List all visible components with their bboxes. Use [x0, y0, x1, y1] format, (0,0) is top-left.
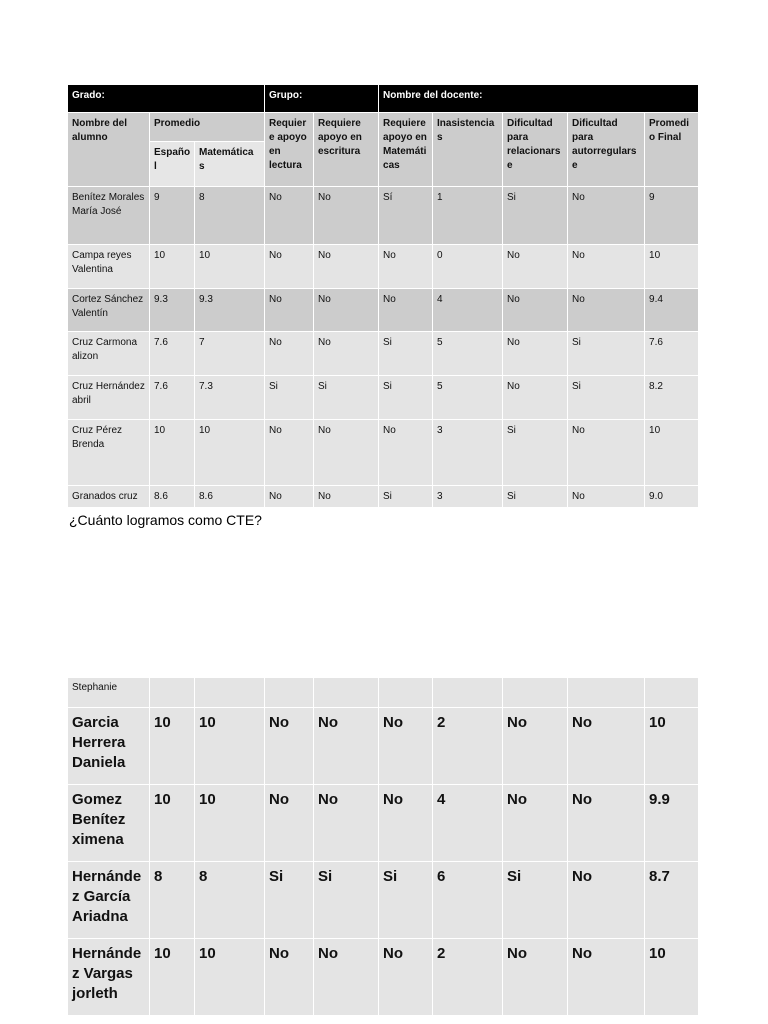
final-average: 10 — [645, 245, 699, 289]
final-average: 10 — [645, 708, 699, 785]
autorregularse-difficulty: Si — [568, 376, 645, 420]
empty-cell — [645, 678, 699, 708]
lectura-support: No — [265, 187, 314, 245]
student-table — [67, 84, 699, 508]
col-escritura: Requiere apoyo en escritura — [314, 113, 379, 187]
lectura-support: No — [265, 289, 314, 332]
table-row — [68, 332, 699, 376]
grupo-label: Grupo: — [265, 85, 379, 113]
final-average: 7.6 — [645, 332, 699, 376]
table-row — [68, 245, 699, 289]
matematicas-grade: 10 — [195, 420, 265, 486]
absences: 5 — [433, 376, 503, 420]
autorregularse-difficulty: No — [568, 486, 645, 508]
escritura-support: No — [314, 420, 379, 486]
empty-cell — [265, 678, 314, 708]
escritura-support: No — [314, 187, 379, 245]
absences: 1 — [433, 187, 503, 245]
matematicas-support: Si — [379, 376, 433, 420]
absences: 5 — [433, 332, 503, 376]
espanol-grade: 7.6 — [150, 332, 195, 376]
espanol-grade: 7.6 — [150, 376, 195, 420]
absences: 0 — [433, 245, 503, 289]
table-row — [68, 862, 699, 939]
final-average: 8.7 — [645, 862, 699, 939]
espanol-grade: 9.3 — [150, 289, 195, 332]
autorregularse-difficulty: No — [568, 785, 645, 862]
matematicas-support: No — [379, 289, 433, 332]
absences: 6 — [433, 862, 503, 939]
col-lectura: Requier e apoyo en lectura — [265, 113, 314, 187]
empty-cell — [433, 678, 503, 708]
final-average: 9 — [645, 187, 699, 245]
matematicas-support: Si — [379, 332, 433, 376]
empty-cell — [379, 678, 433, 708]
escritura-support: No — [314, 245, 379, 289]
escritura-support: No — [314, 486, 379, 508]
empty-cell — [503, 678, 568, 708]
empty-cell — [195, 678, 265, 708]
matematicas-grade: 8 — [195, 862, 265, 939]
final-average: 9.4 — [645, 289, 699, 332]
matematicas-grade: 10 — [195, 245, 265, 289]
grado-label: Grado: — [68, 85, 265, 113]
relacionarse-difficulty: No — [503, 785, 568, 862]
matematicas-grade: 7.3 — [195, 376, 265, 420]
empty-cell — [314, 678, 379, 708]
escritura-support: No — [314, 939, 379, 1016]
col-espanol: Españo l — [150, 142, 195, 187]
table-row — [68, 420, 699, 486]
lectura-support: No — [265, 332, 314, 376]
table-row — [68, 939, 699, 1016]
relacionarse-difficulty: No — [503, 708, 568, 785]
autorregularse-difficulty: No — [568, 939, 645, 1016]
absences: 3 — [433, 486, 503, 508]
escritura-support: Si — [314, 376, 379, 420]
relacionarse-difficulty: No — [503, 245, 568, 289]
docente-label: Nombre del docente: — [379, 85, 699, 113]
absences: 2 — [433, 939, 503, 1016]
matematicas-grade: 8 — [195, 187, 265, 245]
student-name: Hernánde z García Ariadna — [68, 862, 150, 939]
espanol-grade: 10 — [150, 785, 195, 862]
matematicas-grade: 7 — [195, 332, 265, 376]
autorregularse-difficulty: No — [568, 187, 645, 245]
student-name: Hernánde z Vargas jorleth — [68, 939, 150, 1016]
lectura-support: No — [265, 420, 314, 486]
student-name: Gomez Benítez ximena — [68, 785, 150, 862]
espanol-grade: 10 — [150, 420, 195, 486]
student-name: Benítez Morales María José — [68, 187, 150, 245]
matematicas-grade: 10 — [195, 708, 265, 785]
absences: 4 — [433, 785, 503, 862]
absences: 2 — [433, 708, 503, 785]
final-average: 9.0 — [645, 486, 699, 508]
table-row — [68, 785, 699, 862]
espanol-grade: 8.6 — [150, 486, 195, 508]
autorregularse-difficulty: No — [568, 708, 645, 785]
matematicas-grade: 8.6 — [195, 486, 265, 508]
final-average: 10 — [645, 939, 699, 1016]
matematicas-support: No — [379, 708, 433, 785]
relacionarse-difficulty: No — [503, 939, 568, 1016]
table-row — [68, 289, 699, 332]
lectura-support: Si — [265, 862, 314, 939]
student-name: Granados cruz — [68, 486, 150, 508]
final-average: 8.2 — [645, 376, 699, 420]
lectura-support: No — [265, 785, 314, 862]
matematicas-support: Si — [379, 862, 433, 939]
espanol-grade: 10 — [150, 245, 195, 289]
relacionarse-difficulty: Si — [503, 862, 568, 939]
student-name: Cruz Hernández abril — [68, 376, 150, 420]
table-row — [68, 376, 699, 420]
matematicas-grade: 10 — [195, 939, 265, 1016]
relacionarse-difficulty: No — [503, 332, 568, 376]
lectura-support: No — [265, 939, 314, 1016]
student-name: Garcia Herrera Daniela — [68, 708, 150, 785]
question-text: ¿Cuánto logramos como CTE? — [69, 512, 262, 528]
lectura-support: Si — [265, 376, 314, 420]
relacionarse-difficulty: Si — [503, 187, 568, 245]
espanol-grade: 10 — [150, 708, 195, 785]
lectura-support: No — [265, 245, 314, 289]
relacionarse-difficulty: No — [503, 289, 568, 332]
autorregularse-difficulty: No — [568, 862, 645, 939]
student-name: Cruz Carmona alizon — [68, 332, 150, 376]
matematicas-grade: 9.3 — [195, 289, 265, 332]
matematicas-support: Sí — [379, 187, 433, 245]
header-row — [68, 85, 699, 113]
empty-cell — [150, 678, 195, 708]
col-relacionarse: Dificultad para relacionars e — [503, 113, 568, 187]
col-apoyo-mat: Requiere apoyo en Matemáti cas — [379, 113, 433, 187]
escritura-support: No — [314, 289, 379, 332]
col-nombre: Nombre del alumno — [68, 113, 150, 187]
absences: 3 — [433, 420, 503, 486]
espanol-grade: 9 — [150, 187, 195, 245]
escritura-support: No — [314, 708, 379, 785]
escritura-support: No — [314, 785, 379, 862]
autorregularse-difficulty: No — [568, 289, 645, 332]
lectura-support: No — [265, 486, 314, 508]
relacionarse-difficulty: Si — [503, 486, 568, 508]
student-table-continued — [67, 677, 699, 1016]
lectura-support: No — [265, 708, 314, 785]
autorregularse-difficulty: No — [568, 245, 645, 289]
matematicas-support: No — [379, 245, 433, 289]
espanol-grade: 8 — [150, 862, 195, 939]
table-row — [68, 486, 699, 508]
escritura-support: No — [314, 332, 379, 376]
relacionarse-difficulty: Si — [503, 420, 568, 486]
matematicas-support: No — [379, 420, 433, 486]
final-average: 9.9 — [645, 785, 699, 862]
student-name: Campa reyes Valentina — [68, 245, 150, 289]
table-row — [68, 187, 699, 245]
table-row — [68, 708, 699, 785]
col-final: Promedi o Final — [645, 113, 699, 187]
autorregularse-difficulty: No — [568, 420, 645, 486]
student-name: Cruz Pérez Brenda — [68, 420, 150, 486]
col-promedio: Promedio — [150, 113, 265, 142]
col-inasistencia: Inasistencia s — [433, 113, 503, 187]
column-header-row — [68, 113, 699, 142]
matematicas-support: No — [379, 785, 433, 862]
final-average: 10 — [645, 420, 699, 486]
relacionarse-difficulty: No — [503, 376, 568, 420]
espanol-grade: 10 — [150, 939, 195, 1016]
col-matematicas: Matemática s — [195, 142, 265, 187]
continued-name: Stephanie — [68, 678, 150, 708]
student-name: Cortez Sánchez Valentín — [68, 289, 150, 332]
matematicas-grade: 10 — [195, 785, 265, 862]
matematicas-support: No — [379, 939, 433, 1016]
empty-cell — [568, 678, 645, 708]
autorregularse-difficulty: Si — [568, 332, 645, 376]
col-autorregularse: Dificultad para autorregulars e — [568, 113, 645, 187]
absences: 4 — [433, 289, 503, 332]
matematicas-support: Si — [379, 486, 433, 508]
escritura-support: Si — [314, 862, 379, 939]
continued-row — [68, 678, 699, 708]
